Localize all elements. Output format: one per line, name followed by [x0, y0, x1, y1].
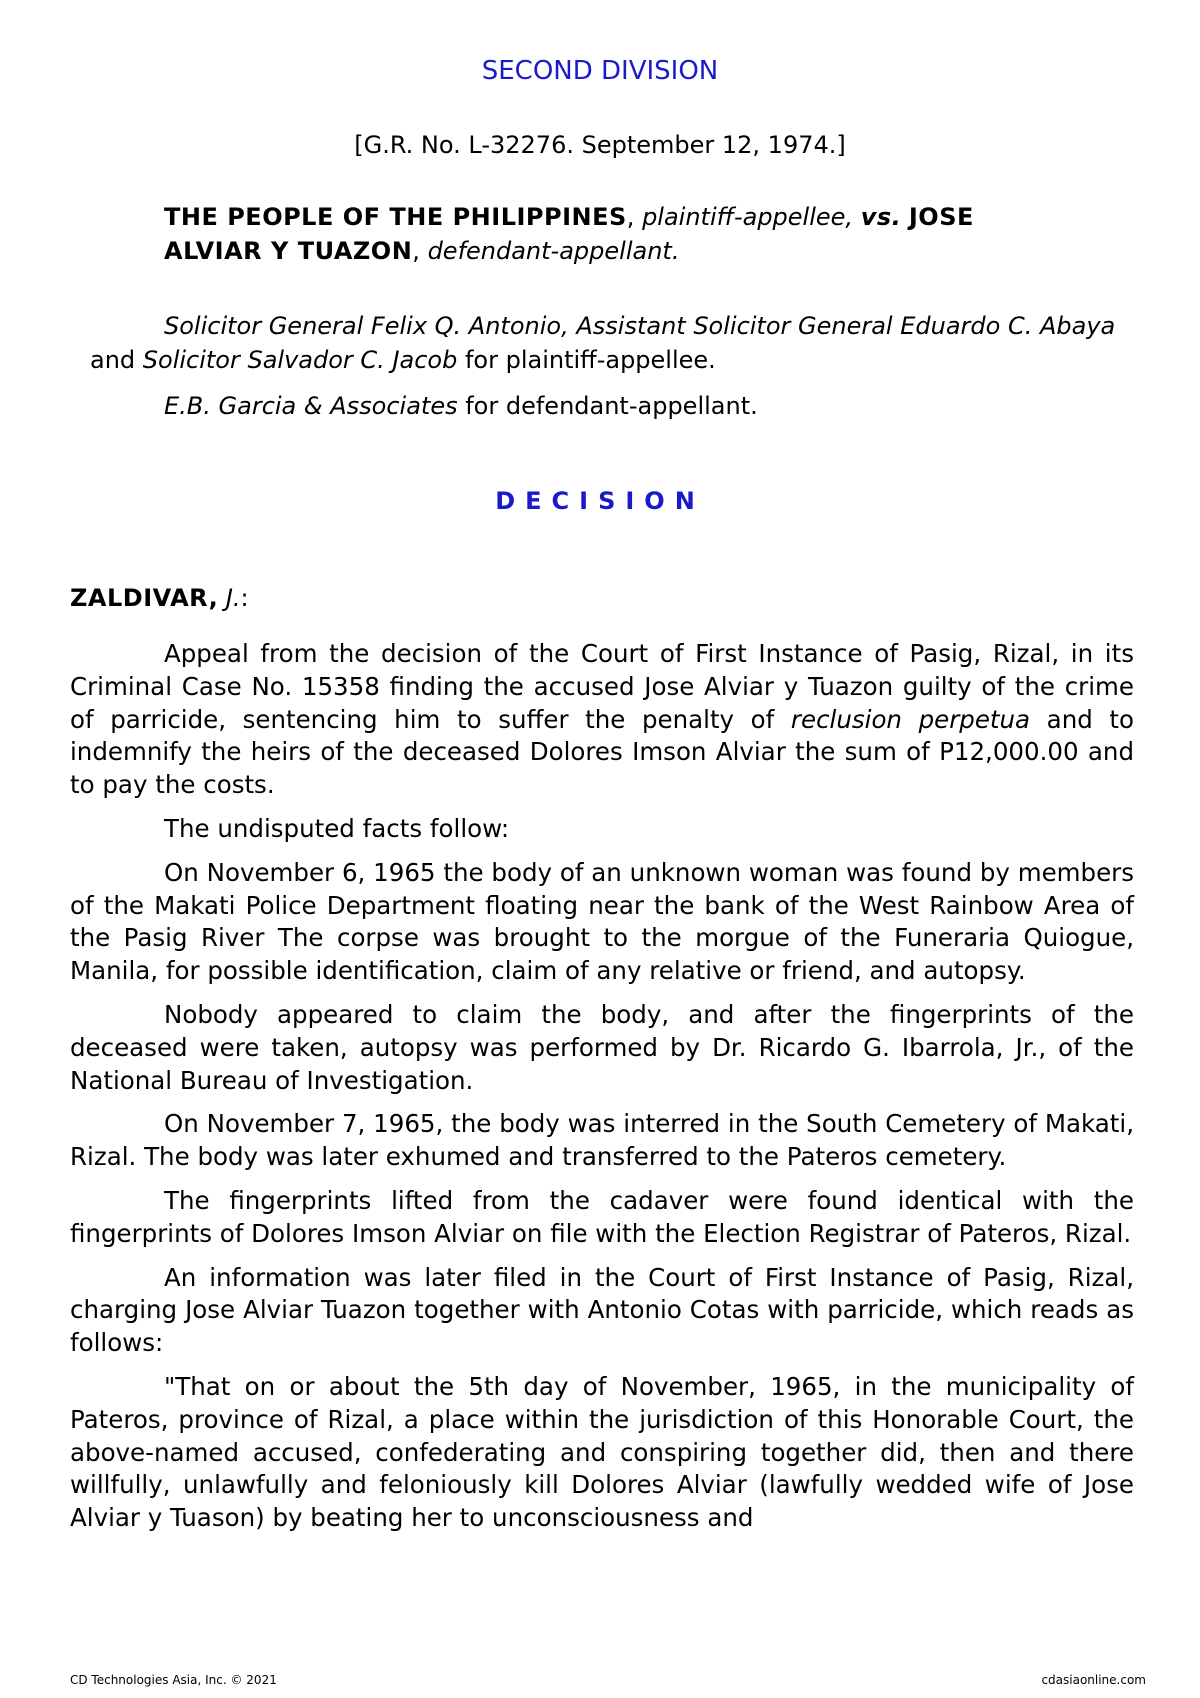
paragraph-6: The fingerprints lifted from the cadaver were found identical with the fingerprints of Dolores Imson Alviar on file with the Election Registrar of Pateros, Rizal. [70, 1185, 1134, 1248]
for-defendant: for defendant-appellant. [457, 392, 758, 420]
defendant-role: defendant-appellant. [427, 237, 680, 265]
plaintiff-role: plaintiff-appellee, [642, 203, 854, 231]
defendant-counsel-name: E.B. Garcia & Associates [164, 392, 458, 420]
plaintiff-name: THE PEOPLE OF THE PHILIPPINES [164, 203, 627, 231]
paragraph-1-italic: reclusion perpetua [790, 704, 1031, 734]
plaintiff-counsel-b: Solicitor Salvador C. Jacob [142, 346, 458, 374]
decision-body [70, 638, 1134, 1546]
for-plaintiff: for plaintiff-appellee. [457, 346, 716, 374]
ponente [70, 584, 249, 612]
case-parties: THE PEOPLE OF THE PHILIPPINES, plaintiff-appellee, vs. JOSE ALVIAR Y TUAZON, defendant-appellant. [164, 203, 974, 265]
plaintiff-counsel [90, 309, 1140, 377]
paragraph-5: On November 7, 1965, the body was interred in the South Cemetery of Makati, Rizal. The body was later exhumed and transferred to the Pateros cemetery. [70, 1109, 1134, 1172]
paragraph-4: Nobody appeared to claim the body, and after the fingerprints of the deceased were taken, autopsy was performed by Dr. Ricardo G. Ibarrola, Jr., of the National Bureau of Investigation. [70, 999, 1134, 1095]
defendant-name-rest: ALVIAR Y TUAZON [164, 237, 413, 265]
footer-site[interactable]: cdasiaonline.com [1041, 1673, 1146, 1687]
counsel-and: and [90, 346, 143, 374]
paragraph-1 [70, 638, 1134, 802]
versus: vs. [860, 203, 902, 231]
paragraph-2: The undisputed facts follow: [164, 813, 510, 843]
decision-heading: DECISION [495, 487, 705, 515]
defendant-name-first: JOSE [908, 203, 974, 231]
paragraph-1-text-b: and to indemnify the heirs of the deceased Dolores Imson Alviar the sum of P12,000.00 and to pay the costs. [70, 704, 1134, 800]
case-number: [G.R. No. L-32276. September 12, 1974.] [354, 131, 846, 159]
division-heading: SECOND DIVISION [481, 56, 719, 86]
ponente-colon: : [240, 584, 249, 612]
paragraph-3: On November 6, 1965 the body of an unknown woman was found by members of the Makati Police Department floating near the bank of the West Rainbow Area of the Pasig River The corpse was brought to the morgue of the Funeraria Quiogue, Manila, for possible identification, claim of any relative or friend, and autopsy. [70, 857, 1134, 986]
paragraph-8: "That on or about the 5th day of November, 1965, in the municipality of Pateros, province of Rizal, a place within the jurisdiction of this Honorable Court, the above-named accused, confederating and conspiring together did, then and there willfully, unlawfully and feloniously kill Dolores Alviar (lawfully wedded wife of Jose Alviar y Tuason) by beating her to unconsciousness and [70, 1371, 1134, 1533]
footer-copyright: CD Technologies Asia, Inc. © 2021 [70, 1673, 277, 1687]
plaintiff-counsel-a: Solicitor General Felix Q. Antonio, Assistant Solicitor General Eduardo C. Abaya [164, 312, 1116, 340]
paragraph-7: An information was later filed in the Court of First Instance of Pasig, Rizal, charging Jose Alviar Tuazon together with Antonio Cotas with parricide, which reads as follows: [70, 1262, 1134, 1358]
ponente-name: ZALDIVAR, [70, 584, 219, 612]
paragraph-1-text-a: Appeal from the decision of the Court of First Instance of Pasig, Rizal, in its Criminal Case No. 15358 finding the accused Jose Alviar y Tuazon guilty of the crime of parricide, sentencing him to suffer the penalty of [70, 639, 1134, 734]
ponente-title: J. [225, 584, 241, 612]
defendant-counsel [164, 389, 1064, 423]
